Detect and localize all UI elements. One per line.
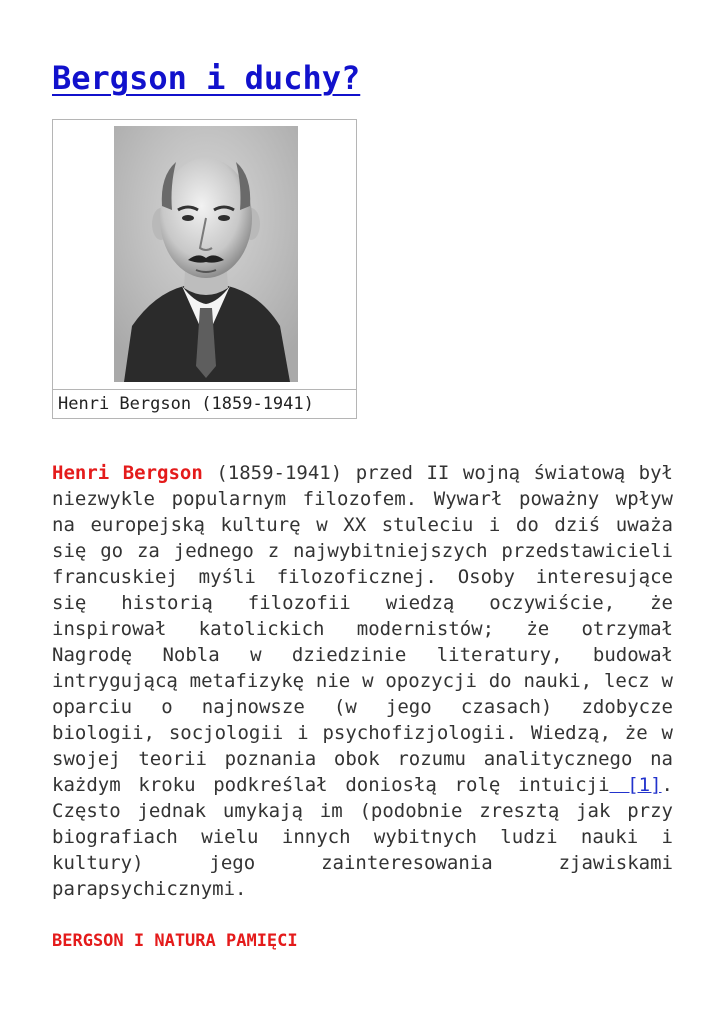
paragraph-text-part1: (1859-1941) przed II wojną światową był niezwykle popularnym filozofem. Wywarł poważny wpływ na europejską kulturę w XX stuleciu i do dziś uważa się go za jednego z najwybitniejszych przedstawicieli francuskiej myśli filozoficznej. Osoby interesujące się historią filozofii wiedzą oczywiście, że inspirował katolickich modernistów; że otrzymał Nagrodę Nobla w dziedzinie literatury, budował intrygującą metafizykę nie w opozycji do nauki, lecz w oparciu o najnowsze (w jego czasach) zdobycze biologii, socjologii i psychofizjologii. Wiedzą, że w swojej teorii poznania obok rozumu analitycznego na każdym kroku podkreślał doniosłą rolę intuicji bbox=[52, 462, 673, 796]
portrait-caption: Henri Bergson (1859-1941) bbox=[53, 389, 356, 419]
portrait-figure bbox=[52, 119, 357, 419]
paragraph-text-part2: . Często jednak umykają im (podobnie zresztą jak przy biografiach wielu innych wybitnych ludzi nauki i kultury) jego zainteresowania zjawiskami parapsychicznymi. bbox=[52, 774, 673, 900]
article-title-link[interactable]: Bergson i duchy? bbox=[52, 59, 361, 97]
footnote-link[interactable]: [1] bbox=[609, 774, 662, 796]
author-name-highlight: Henri Bergson bbox=[52, 462, 203, 484]
portrait-photo bbox=[114, 126, 298, 382]
intro-paragraph bbox=[52, 460, 673, 902]
section-heading: BERGSON I NATURA PAMIĘCI bbox=[52, 931, 298, 951]
